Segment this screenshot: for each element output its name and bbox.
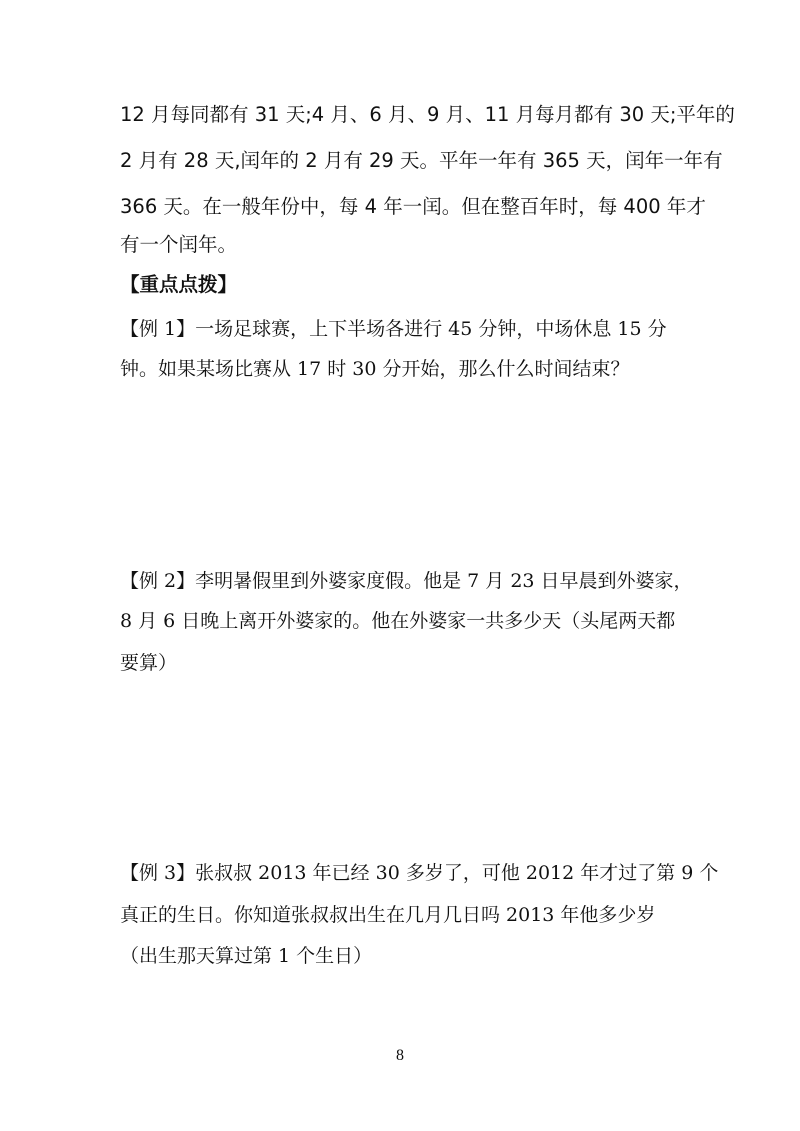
intro-line-3: 366 天。在一般年份中，每 4 年一闰。但在整百年时，每 400 年才 — [120, 195, 706, 218]
intro-line-1: 12 月每同都有 31 天;4 月、6 月、9 月、11 月每月都有 30 天;平年的 — [120, 103, 735, 126]
intro-line-2: 2 月有 28 天,闰年的 2 月有 29 天。平年一年有 365 天，闰年一年有 — [120, 149, 723, 172]
example-2-line-2: 8 月 6 日晚上离开外婆家的。他在外婆家一共多少天（头尾两天都 — [120, 610, 676, 632]
intro-line-4: 有一个闰年。 — [120, 233, 238, 256]
example-1-line-2: 钟。如果某场比赛从 17 时 30 分开始，那么什么时间结束？ — [120, 358, 630, 380]
page-number: 8 — [396, 1047, 404, 1064]
example-1-line-1: 【例 1】一场足球赛，上下半场各进行 45 分钟，中场休息 15 分 — [120, 318, 667, 340]
example-2-line-3: 要算） — [120, 652, 178, 674]
example-3-line-1: 【例 3】张叔叔 2013 年已经 30 多岁了，可他 2012 年才过了第 9 个 — [120, 862, 719, 884]
example-2-line-1: 【例 2】李明暑假里到外婆家度假。他是 7 月 23 日早晨到外婆家， — [120, 570, 693, 592]
example-3-line-2: 真正的生日。你知道张叔叔出生在几月几日吗 2013 年他多少岁 — [120, 904, 656, 926]
section-heading: 【重点点拨】 — [120, 273, 238, 296]
example-3-line-3: （出生那天算过第 1 个生日） — [120, 945, 373, 967]
